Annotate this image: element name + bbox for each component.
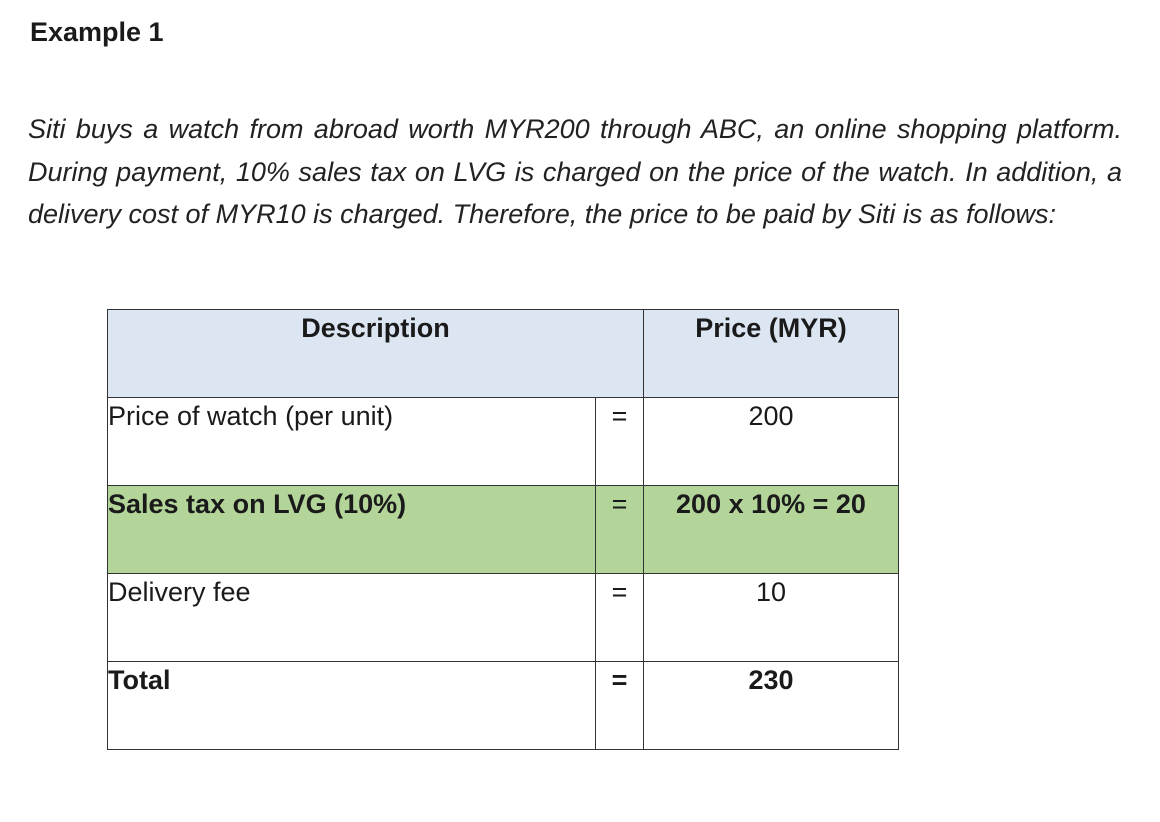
price-table bbox=[107, 309, 899, 750]
row-operator: = bbox=[596, 662, 644, 750]
row-operator: = bbox=[596, 574, 644, 662]
row-price: 230 bbox=[644, 662, 899, 750]
row-description: Price of watch (per unit) bbox=[108, 398, 596, 486]
table-row-delivery-fee bbox=[108, 574, 899, 662]
row-price: 200 x 10% = 20 bbox=[644, 486, 899, 574]
header-description-label: Description bbox=[301, 313, 450, 343]
table-header-row bbox=[108, 310, 899, 398]
example-paragraph: Siti buys a watch from abroad worth MYR200 through ABC, an online shopping platform. During payment, 10% sales tax on LVG is charged on the price of the watch. In addition, a delivery cost of MYR10 is charged. Therefore, the price to be paid by Siti is as follows: bbox=[28, 114, 1122, 229]
row-description: Sales tax on LVG (10%) bbox=[108, 486, 596, 574]
table-row-total bbox=[108, 662, 899, 750]
example-heading: Example 1 bbox=[30, 17, 164, 47]
table-row-sales-tax bbox=[108, 486, 899, 574]
row-price: 10 bbox=[644, 574, 899, 662]
row-description: Total bbox=[108, 662, 596, 750]
header-price bbox=[644, 310, 899, 398]
table-row-watch-price bbox=[108, 398, 899, 486]
row-description: Delivery fee bbox=[108, 574, 596, 662]
row-operator: = bbox=[596, 398, 644, 486]
header-description bbox=[108, 310, 644, 398]
header-price-label: Price (MYR) bbox=[695, 313, 847, 343]
row-price: 200 bbox=[644, 398, 899, 486]
row-operator: = bbox=[596, 486, 644, 574]
